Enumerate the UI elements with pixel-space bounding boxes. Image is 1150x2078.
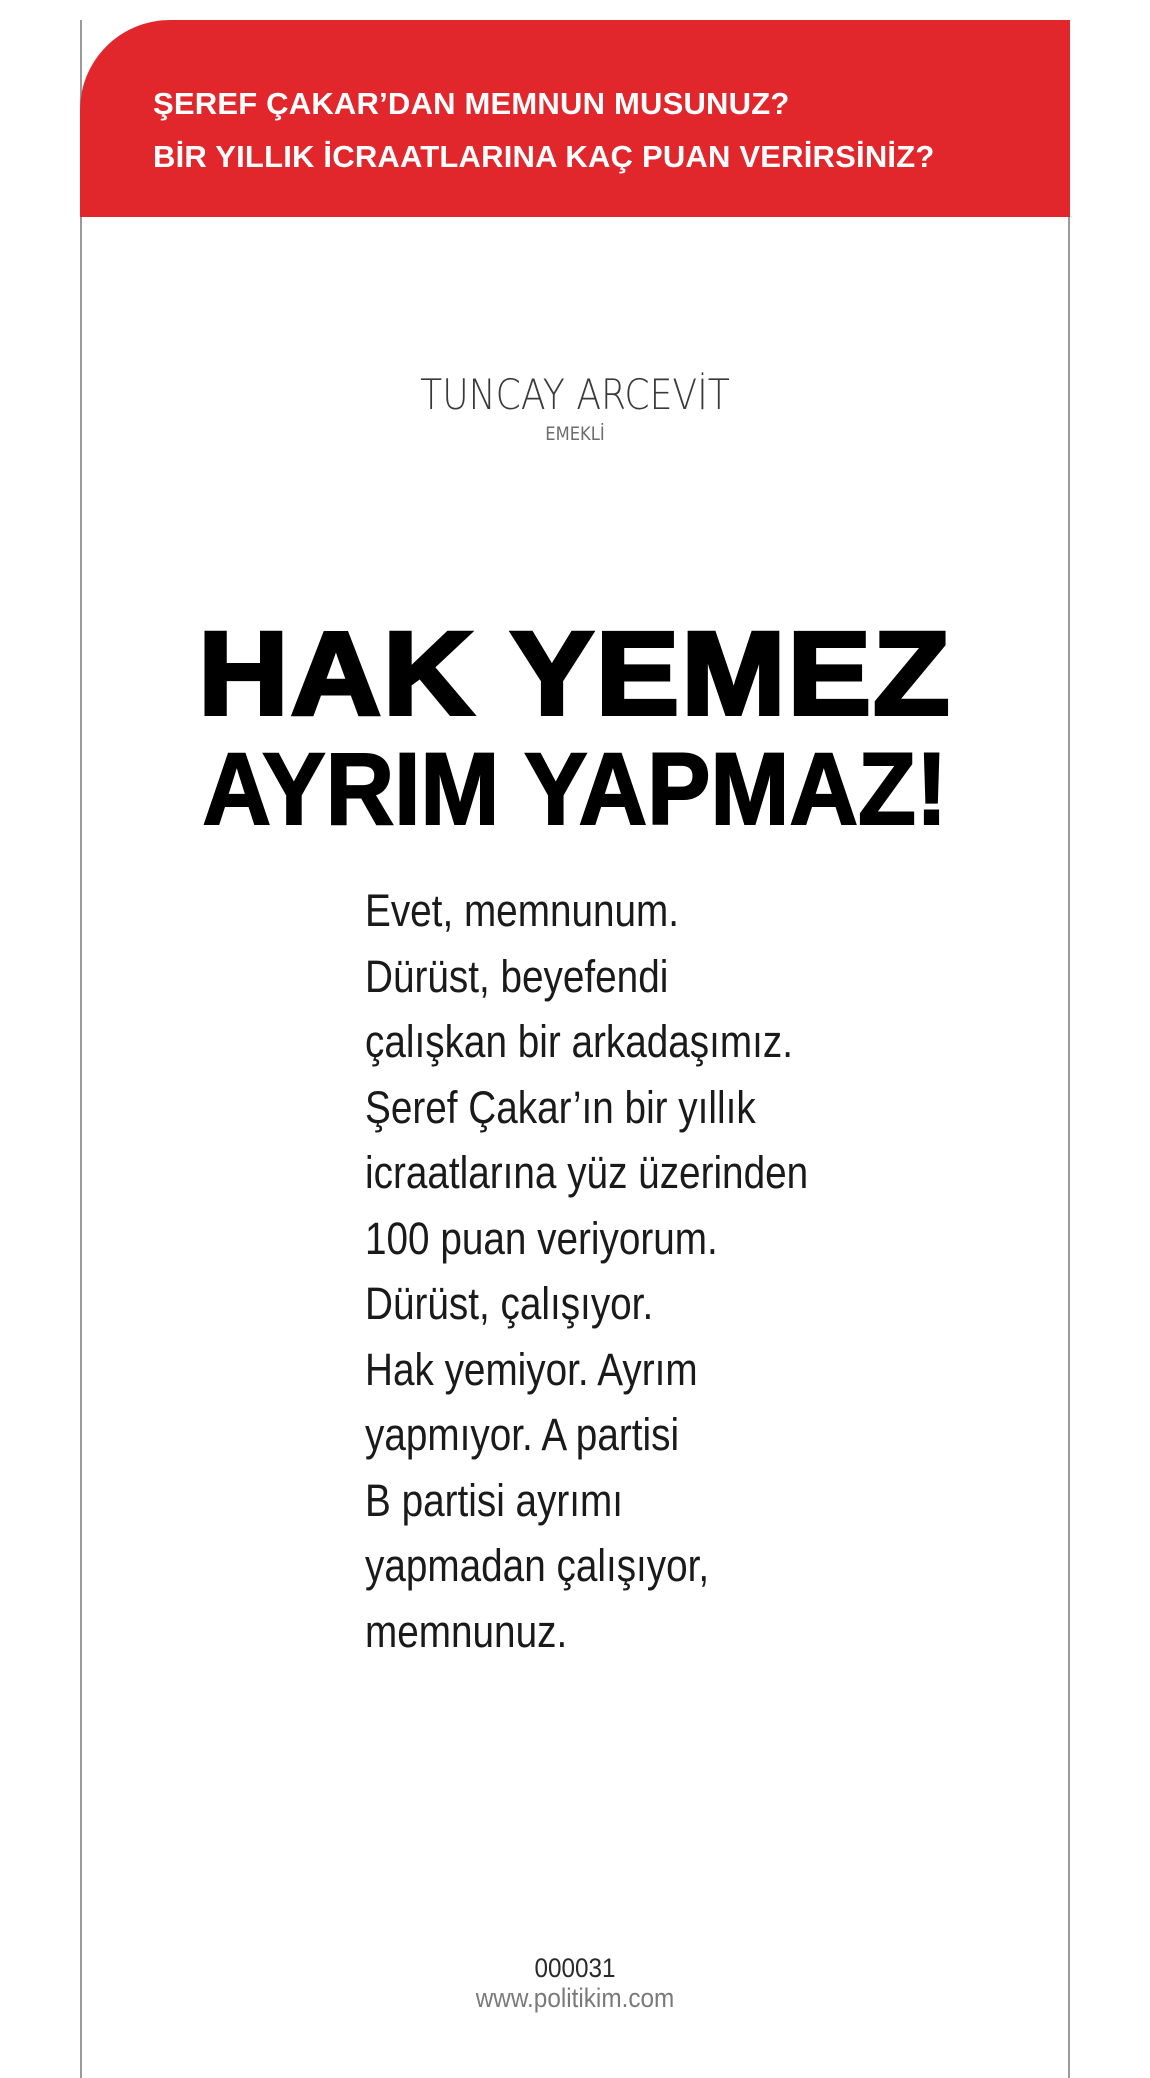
quote-line: yapmadan çalışıyor, xyxy=(365,1540,710,1591)
quote-line: icraatlarına yüz üzerinden xyxy=(365,1147,809,1198)
respondent-name: TUNCAY ARCEVİT xyxy=(420,370,730,419)
banner-question-line-2: BİR YILLIK İCRAATLARINA KAÇ PUAN VERİRSİNİZ? xyxy=(153,139,935,174)
footer xyxy=(80,1953,1070,2013)
headline xyxy=(80,608,1070,846)
quote-line: B partisi ayrımı xyxy=(365,1474,624,1526)
respondent-occupation: EMEKLİ xyxy=(545,423,605,445)
headline-line-1: HAK YEMEZ xyxy=(198,608,952,740)
quote-line: memnunuz. xyxy=(365,1605,568,1657)
quote-line: Dürüst, çalışıyor. xyxy=(365,1278,654,1329)
quote-line: Hak yemiyor. Ayrım xyxy=(365,1343,698,1395)
quote-line: Dürüst, beyefendi xyxy=(365,950,669,1002)
banner-question-line-1: ŞEREF ÇAKAR’DAN MEMNUN MUSUNUZ? xyxy=(153,86,790,121)
respondent-info xyxy=(80,370,1070,446)
question-banner xyxy=(80,20,1070,217)
quote-line: Evet, memnunum. xyxy=(365,885,680,936)
quote-line: yapmıyor. A partisi xyxy=(365,1409,680,1460)
quote-line: Şeref Çakar’ın bir yıllık xyxy=(365,1081,756,1133)
quote-body xyxy=(365,878,985,1664)
website-url: www.politikim.com xyxy=(475,1983,675,2013)
headline-line-2: AYRIM YAPMAZ! xyxy=(202,732,948,846)
page-code: 000031 xyxy=(534,1953,616,1983)
quote-line: çalışkan bir arkadaşımız. xyxy=(365,1016,794,1067)
quote-line: 100 puan veriyorum. xyxy=(365,1212,718,1264)
